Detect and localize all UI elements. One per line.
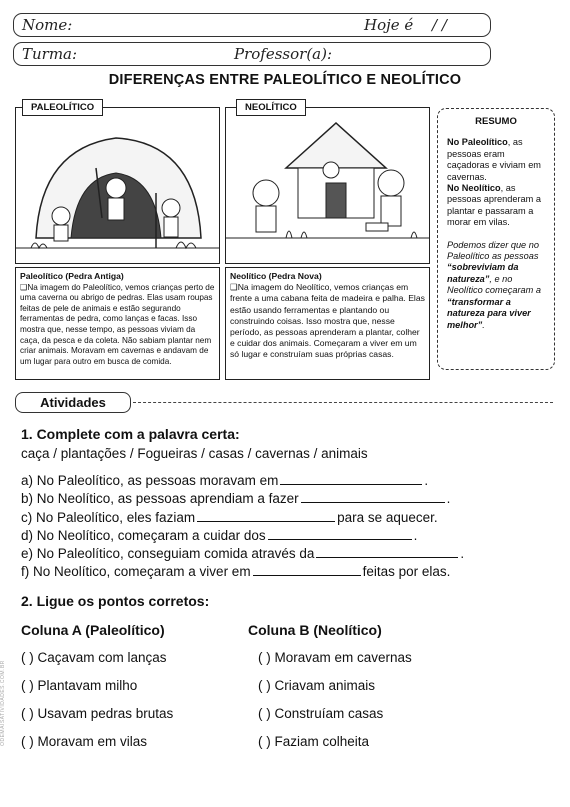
col-b-item-1[interactable]: ( ) Moravam em cavernas bbox=[258, 650, 412, 665]
column-a-title: Coluna A (Paleolítico) bbox=[21, 622, 165, 638]
summary-paleo: No Paleolítico, as pessoas eram caçadoras e viviam em cavernas. bbox=[447, 137, 541, 182]
paleo-heading: Paleolítico (Pedra Antiga) bbox=[20, 271, 124, 281]
page-title: DIFERENÇAS ENTRE PALEOLÍTICO E NEOLÍTICO bbox=[108, 72, 462, 88]
summary-box bbox=[437, 108, 555, 370]
teacher-label: Professor(a): bbox=[234, 45, 333, 63]
q1-item-a: a) No Paleolítico, as pessoas moravam em . bbox=[21, 473, 429, 488]
q1-title: 1. Complete com a palavra certa: bbox=[21, 426, 240, 442]
q1-item-d: d) No Neolítico, começaram a cuidar dos . bbox=[21, 528, 418, 543]
q1-item-b: b) No Neolítico, as pessoas aprendiam a fazer . bbox=[21, 491, 451, 506]
q1-item-f: f) No Neolítico, começaram a viver em feitas por elas. bbox=[21, 564, 451, 579]
summary-title: RESUMO bbox=[475, 116, 517, 127]
col-b-item-2[interactable]: ( ) Criavam animais bbox=[258, 678, 376, 693]
paleo-illustration bbox=[15, 107, 220, 264]
paleo-description bbox=[15, 267, 220, 380]
blank-f[interactable] bbox=[253, 574, 361, 576]
neo-illustration bbox=[225, 107, 430, 264]
summary-neo: No Neolítico, as pessoas aprenderam a plantar e passaram a morar em vilas. bbox=[447, 183, 541, 228]
neo-description bbox=[225, 267, 430, 380]
neo-tag: NEOLÍTICO bbox=[236, 99, 306, 116]
col-b-item-3[interactable]: ( ) Construíam casas bbox=[258, 706, 384, 721]
blank-a[interactable] bbox=[280, 483, 422, 485]
summary-conclusion: Podemos dizer que no Paleolítico as pessoas “sobreviviam da natureza”, e no Neolítico começaram a “transformar a natureza para viver melhor”. bbox=[447, 239, 541, 330]
col-a-item-3[interactable]: ( ) Usavam pedras brutas bbox=[21, 706, 174, 721]
class-field-box[interactable] bbox=[13, 42, 491, 66]
blank-b[interactable] bbox=[301, 501, 445, 503]
class-label: Turma: bbox=[22, 45, 78, 63]
paleo-tag: PALEOLÍTICO bbox=[22, 99, 103, 116]
col-a-item-2[interactable]: ( ) Plantavam milho bbox=[21, 678, 138, 693]
column-b-title: Coluna B (Neolítico) bbox=[248, 622, 382, 638]
q1-item-c: c) No Paleolítico, eles faziam para se aquecer. bbox=[21, 510, 438, 525]
q1-word-bank: caça / plantações / Fogueiras / casas / cavernas / animais bbox=[21, 446, 368, 461]
neo-heading: Neolítico (Pedra Nova) bbox=[230, 271, 322, 281]
q2-title: 2. Ligue os pontos corretos: bbox=[21, 593, 210, 609]
blank-d[interactable] bbox=[268, 538, 412, 540]
name-field-box[interactable] bbox=[13, 13, 491, 37]
activities-divider bbox=[133, 402, 553, 403]
activities-label: Atividades bbox=[15, 392, 131, 413]
paleo-text: ❑Na imagem do Paleolítico, vemos crianças perto de uma caverna ou abrigo de pedras. Elas usam roupas feitas de pele de animais e estão segurando ferramentas de pedra, como lanças e facas. Isso mostra que, nesse tempo, as pessoas viviam da caça, da pesca e da coleta. Não sabiam plantar nem criar animais. Moravam em cavernas e andavam de um lugar para outro em busca de comida. bbox=[20, 282, 215, 366]
blank-c[interactable] bbox=[197, 520, 335, 522]
neo-text: ❑Na imagem do Neolítico, vemos crianças em frente a uma cabana feita de madeira e palha. Elas estão usando ferramentas e plantando ou construindo coisas. Isso mostra que, nesse período, as pessoas aprenderam a plantar, colher e cuidar dos animais. Começaram a viver em um só lugar e construíam suas próprias casas. bbox=[230, 282, 425, 360]
date-slashes: / / bbox=[432, 16, 447, 34]
col-a-item-4[interactable]: ( ) Moravam em vilas bbox=[21, 734, 148, 749]
date-label: Hoje é bbox=[364, 16, 414, 34]
q1-item-e: e) No Paleolítico, conseguiam comida através da . bbox=[21, 546, 465, 561]
col-b-item-4[interactable]: ( ) Faziam colheita bbox=[258, 734, 370, 749]
name-label: Nome: bbox=[22, 16, 73, 34]
watermark: ODEMAISATIVIDADES.COM.BR bbox=[0, 660, 6, 746]
blank-e[interactable] bbox=[316, 556, 458, 558]
col-a-item-1[interactable]: ( ) Caçavam com lanças bbox=[21, 650, 167, 665]
